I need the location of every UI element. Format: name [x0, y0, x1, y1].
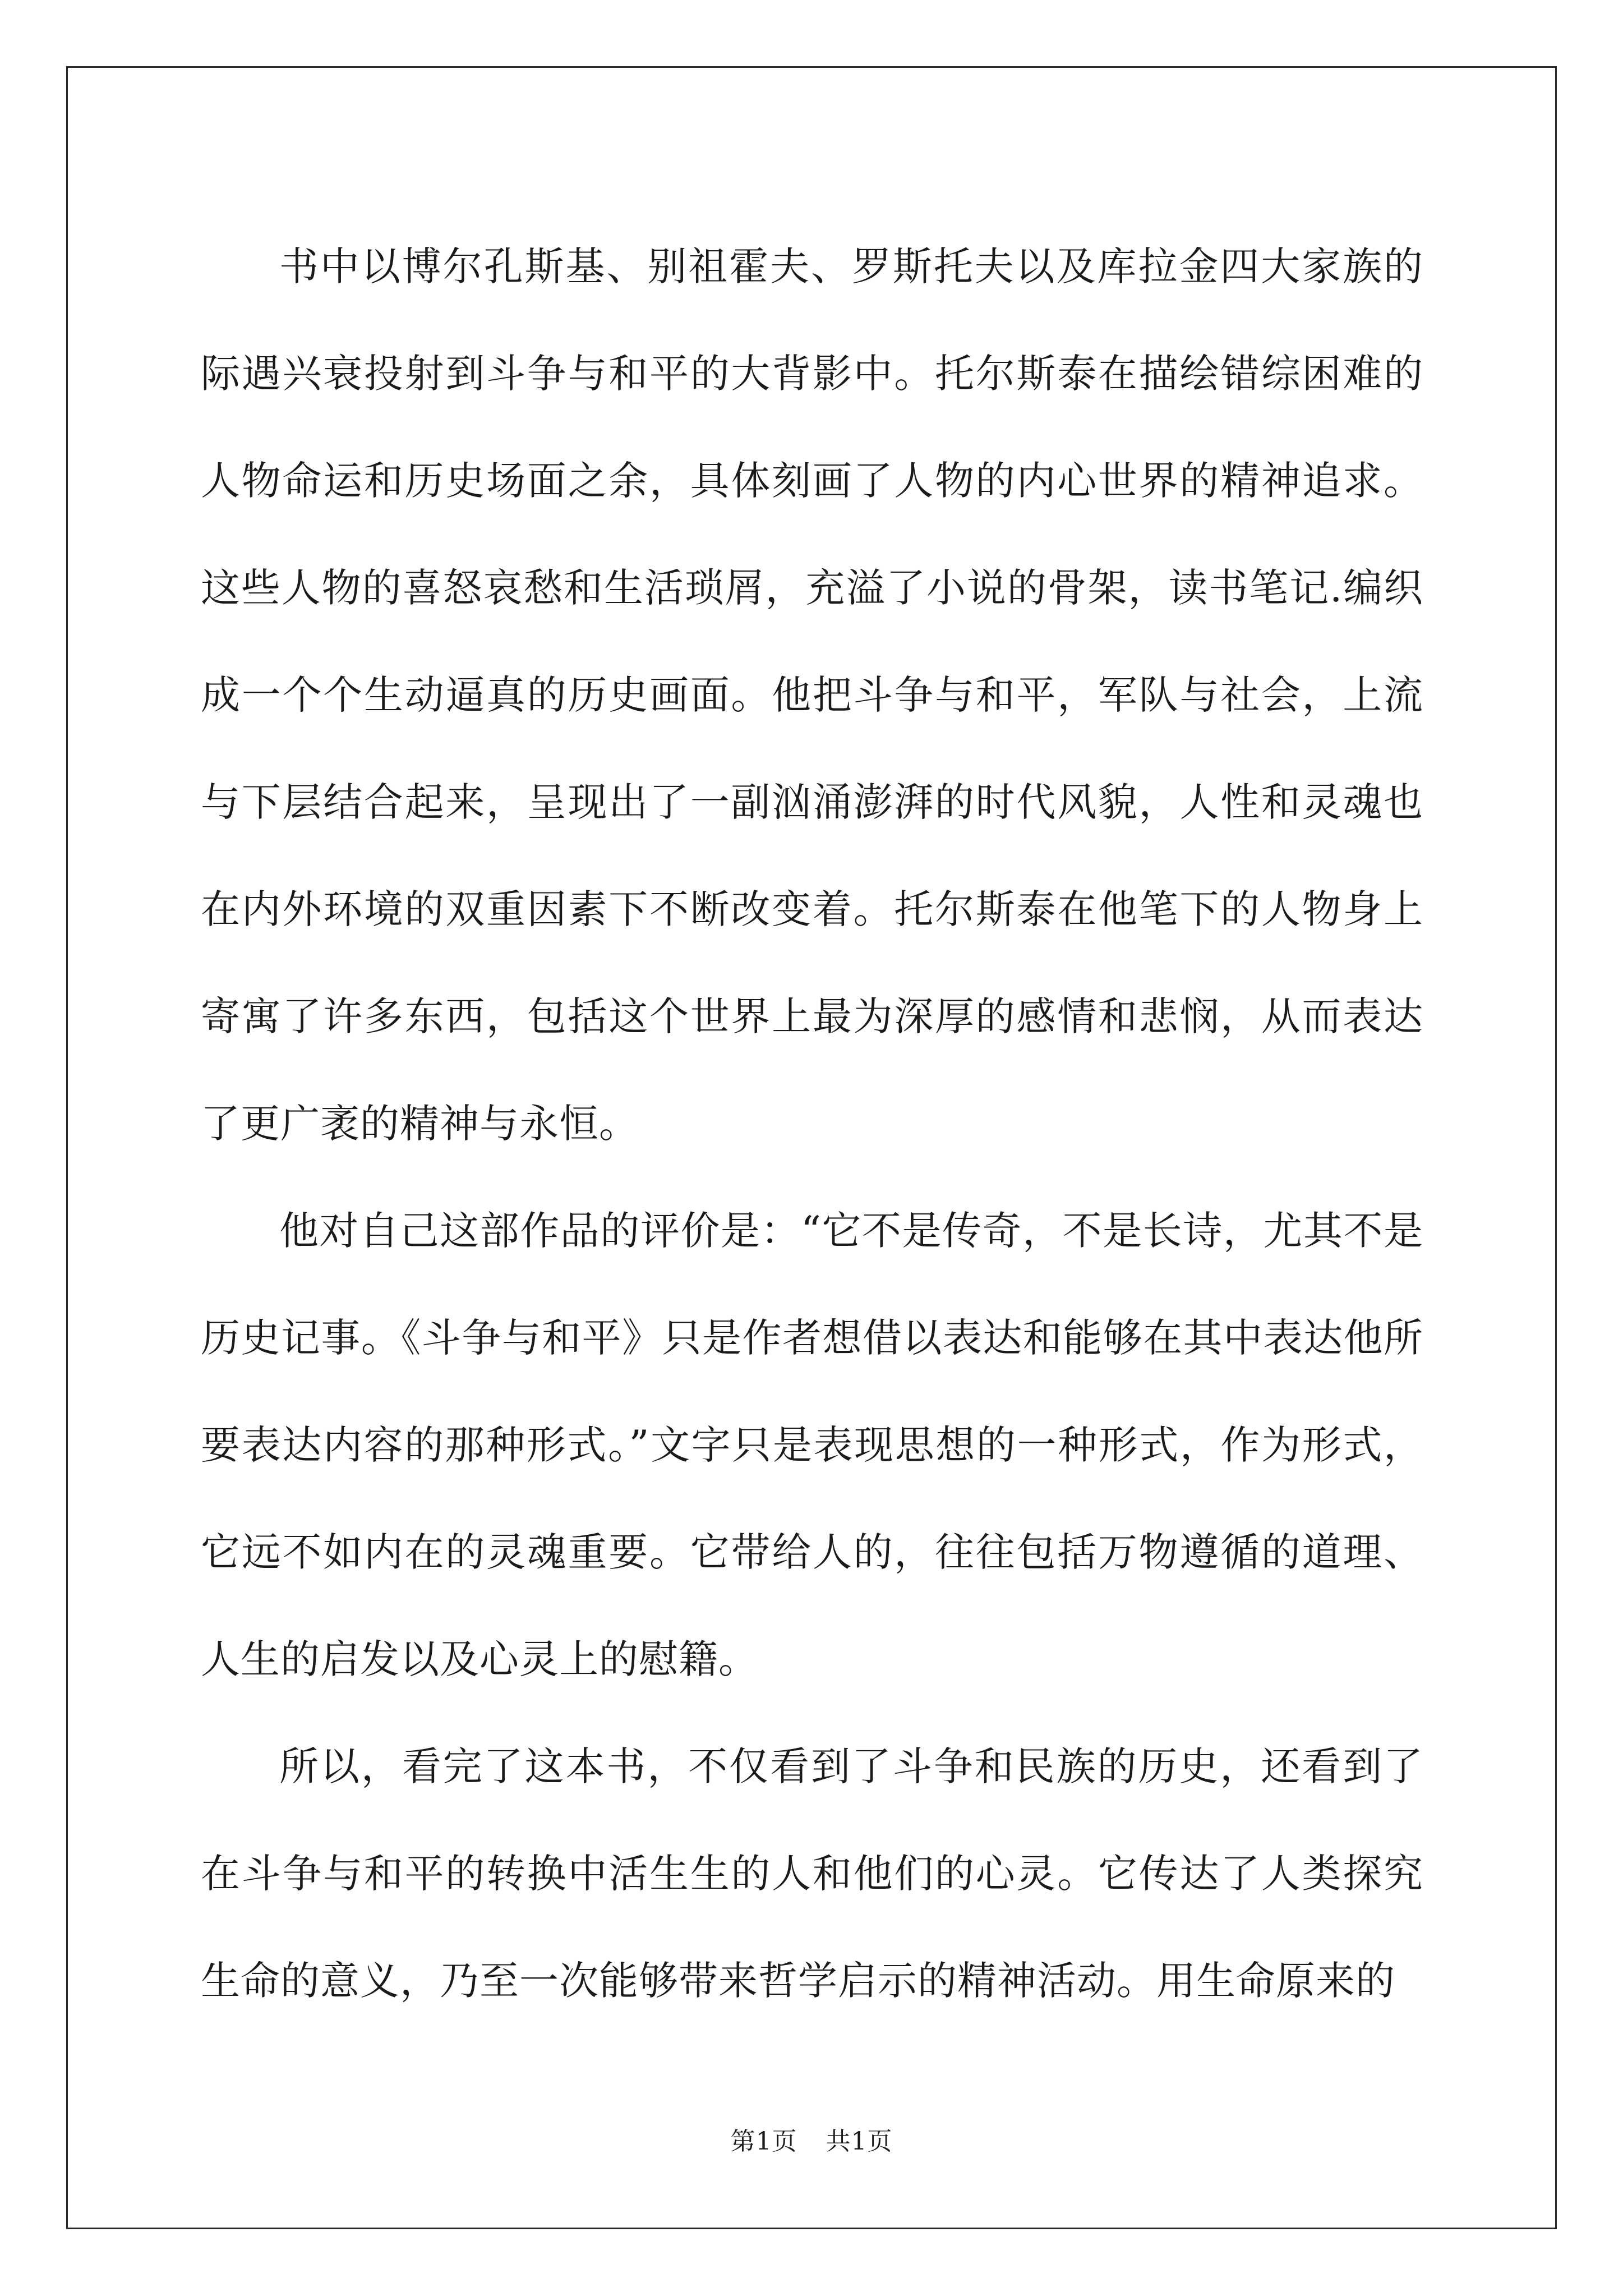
paragraph-2: 他对自己这部作品的评价是：“它不是传奇，不是长诗，尤其不是历史记事。《斗争与和平》只是作者想借以表达和能够在其中表达他所要表达内容的那种形式。”文字只是表现思想的一种形式，作为形式，它远不如内在的灵魂重要。它带给人的，往往包括万物遵循的道理、人生的启发以及心灵上的慰籍。 — [201, 1208, 1423, 1682]
paragraph-3: 所以，看完了这本书，不仅看到了斗争和民族的历史，还看到了在斗争与和平的转换中活生生的人和他们的心灵。它传达了人类探究生命的意义，乃至一次能够带来哲学启示的精神活动。用生命原来的 — [201, 1743, 1423, 2004]
page-number-total: 共1页 — [826, 2127, 893, 2156]
page-footer — [0, 2125, 1623, 2159]
document-body — [201, 213, 1423, 2035]
page-number-current: 第1页 — [730, 2127, 797, 2156]
paragraph-1: 书中以博尔孔斯基、别祖霍夫、罗斯托夫以及库拉金四大家族的际遇兴衰投射到斗争与和平的大背影中。托尔斯泰在描绘错综困难的人物命运和历史场面之余，具体刻画了人物的内心世界的精神追求。这些人物的喜怒哀愁和生活琐屑，充溢了小说的骨架，读书笔记.编织成一个个生动逼真的历史画面。他把斗争与和平，军队与社会，上流与下层结合起来，呈现出了一副汹涌澎湃的时代风貌，人性和灵魂也在内外环境的双重因素下不断改变着。托尔斯泰在他笔下的人物身上寄寓了许多东西，包括这个世界上最为深厚的感情和悲悯，从而表达了更广袤的精神与永恒。 — [201, 243, 1423, 1147]
